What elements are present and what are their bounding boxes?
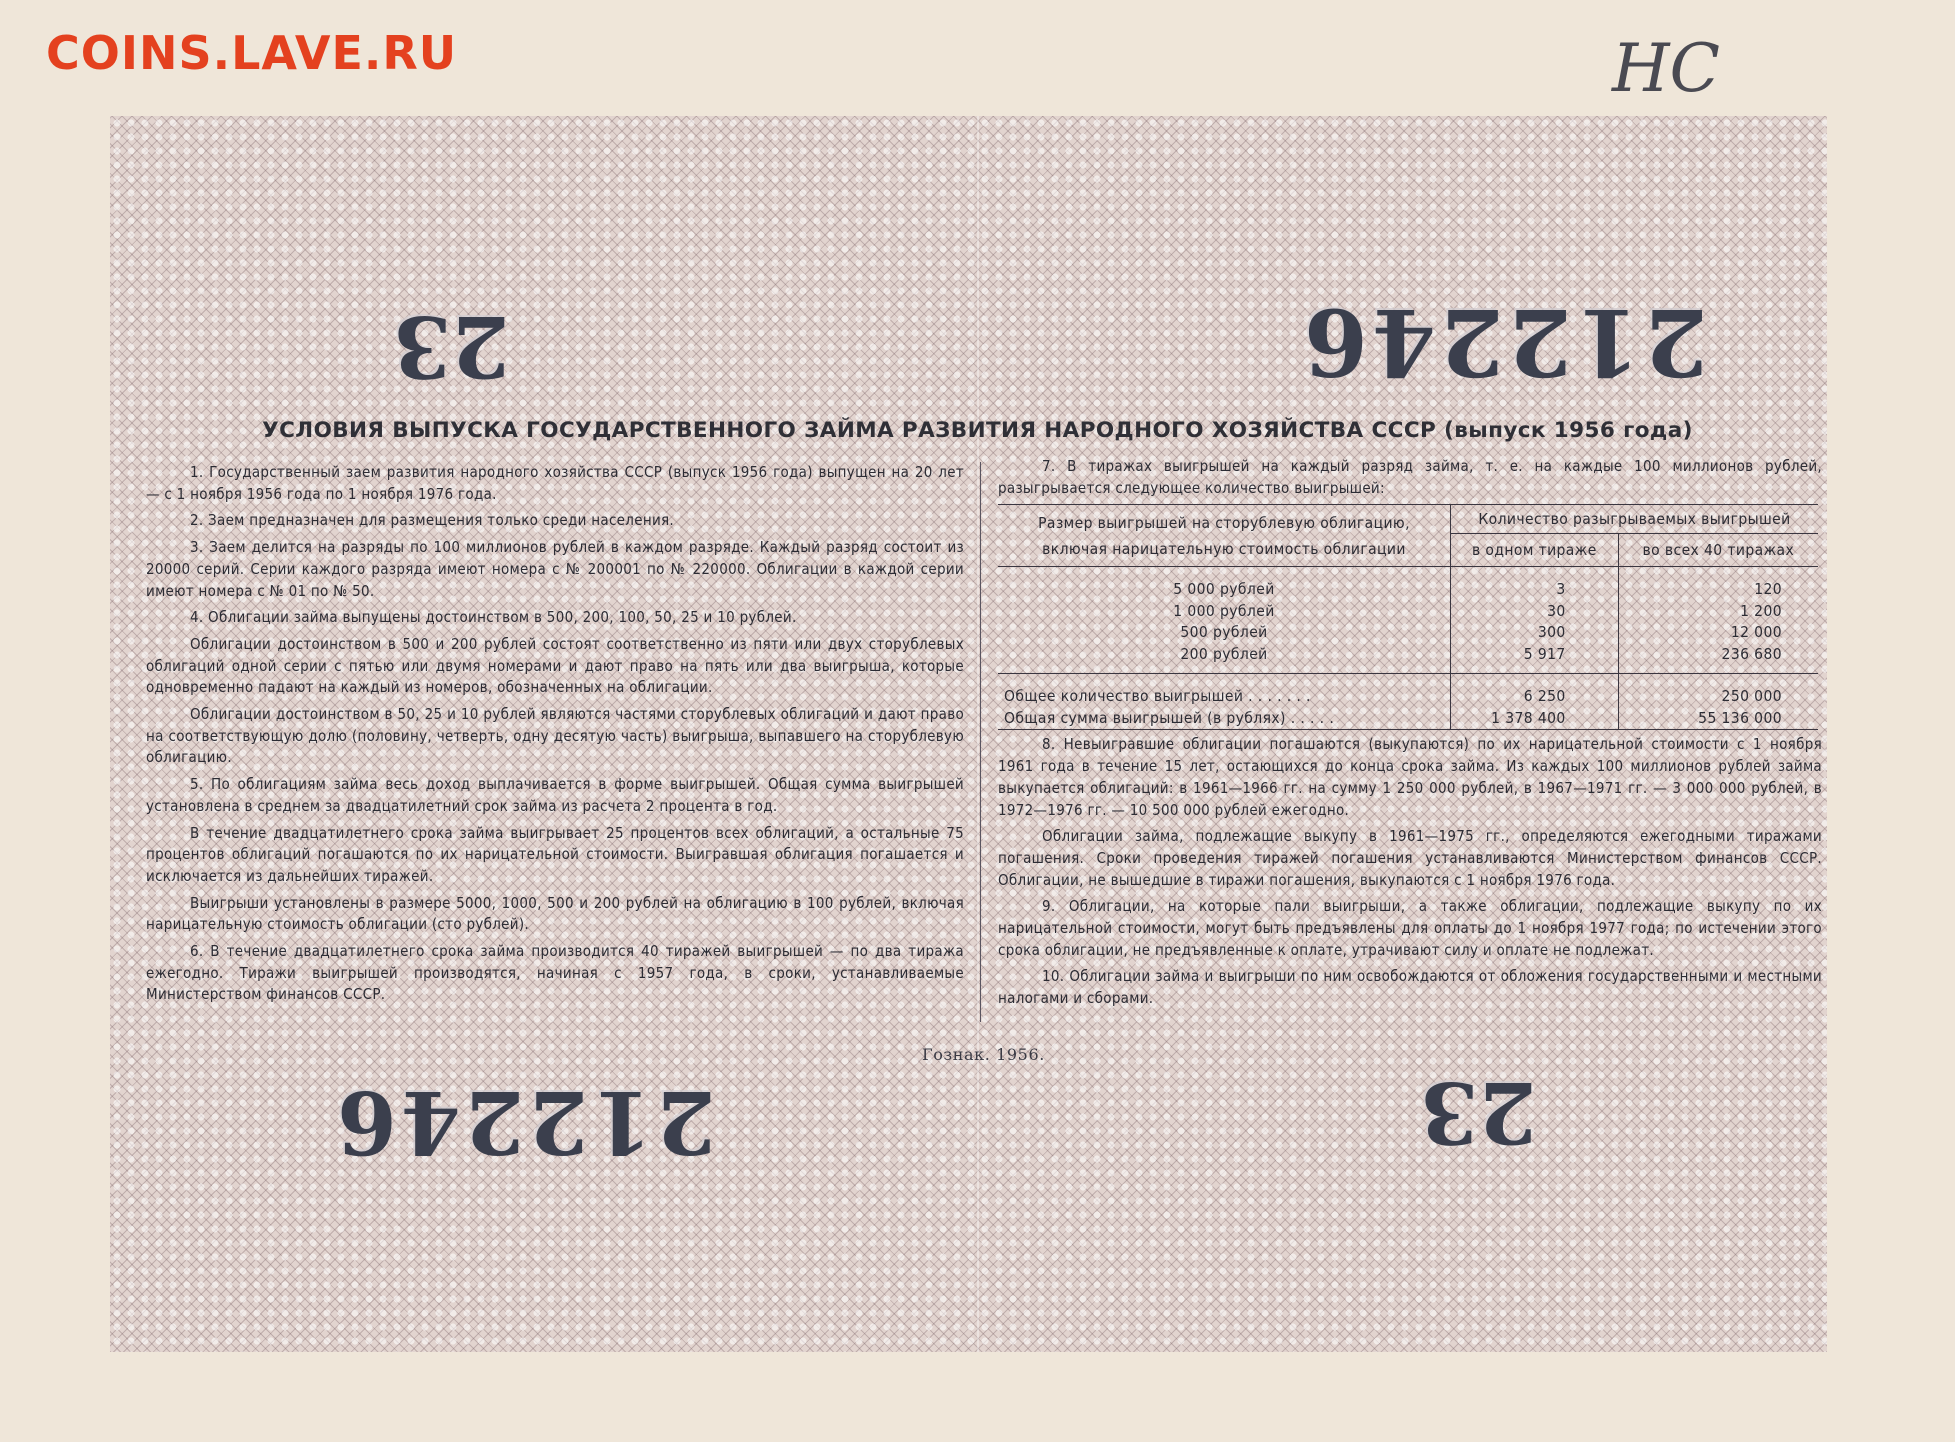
total-sum-label: Общая сумма выигрышей (в рублях) . . . . . xyxy=(998,708,1451,730)
per-draw-cell: 3 xyxy=(1451,567,1619,601)
table-row xyxy=(998,622,1818,644)
clause-8-redemption-draws: Облигации займа, подлежащие выкупу в 1961—1975 гг., определяются ежегодными тиражами погашения. Сроки проведения тиражей погашения устанавливаются Министерством финансов СССР. Облигации, не вышедшие в тиражи погашения, выкупаются с 1 ноября 1976 года. xyxy=(998,827,1822,889)
column-divider xyxy=(980,462,981,1022)
total-count-per-draw: 6 250 xyxy=(1451,686,1619,708)
clause-1: 1. Государственный заем развития народного хозяйства СССР (выпуск 1956 года) выпущен на 20 лет — с 1 ноября 1956 года по 1 ноября 1976 года. xyxy=(146,463,964,503)
total-sum-all-draws: 55 136 000 xyxy=(1618,708,1818,730)
all-draws-cell: 12 000 xyxy=(1730,623,1782,642)
prize-table xyxy=(998,504,1818,730)
clause-9: 9. Облигации, на которые пали выигрыши, а также облигации, подлежащие выкупу по их нарицательной стоимости, могут быть предъявлены для оплаты до 1 ноября 1977 года; по истечении этого срока облигации, не предъявленные к оплате, утрачивают силу и оплате не подлежат. xyxy=(998,897,1822,959)
table-row xyxy=(998,601,1818,623)
table-row xyxy=(998,567,1818,601)
conditions-right-column xyxy=(998,456,1822,1015)
per-draw-header: в одном тираже xyxy=(1451,534,1619,567)
clause-4: 4. Облигации займа выпущены достоинством в 500, 200, 100, 50, 25 и 10 рублей. xyxy=(190,608,797,627)
clause-7: 7. В тиражах выигрышей на каждый разряд займа, т. е. на каждые 100 миллионов рублей, разыгрывается следующее количество выигрышей: xyxy=(998,457,1822,497)
fold-crease xyxy=(977,116,979,1352)
prize-size-header: Размер выигрышей на сторублевую облигацию, включая нарицательную стоимость облигации xyxy=(998,505,1451,567)
handwritten-mark: НС xyxy=(1612,30,1721,107)
all-draws-cell: 236 680 xyxy=(1721,644,1782,663)
clause-4-denominations-500-200: Облигации достоинством в 500 и 200 рублей состоят соответственно из пяти или двух сторублевых облигаций одной серии с пятью или двумя номерами и дают право на пять или два выигрыша, которые одновременно падают на каждый из номеров, обозначенных на облигации. xyxy=(146,634,964,697)
prize-size-cell: 500 рублей xyxy=(998,622,1451,644)
bond-number-bottom-left: 212246 xyxy=(333,1071,717,1172)
prize-size-cell: 200 рублей xyxy=(998,644,1451,666)
clause-5: 5. По облигациям займа весь доход выплачивается в форме выигрышей. Общая сумма выигрышей установлена в среднем за двадцатилетний срок займа из расчета 2 процента в год. xyxy=(146,775,964,815)
prize-size-cell: 1 000 рублей xyxy=(998,601,1451,623)
total-sum-per-draw: 1 378 400 xyxy=(1451,708,1619,730)
total-count-label: Общее количество выигрышей . . . . . . . xyxy=(998,686,1451,708)
clause-4-denominations-50-25-10: Облигации достоинством в 50, 25 и 10 рублей являются частями сторублевых облигаций и дают право на соответствующую долю (половину, четверть, одну десятую часть) выигрыша, выпавшего на сторублевую облигацию. xyxy=(146,705,964,767)
table-row-total-count xyxy=(998,686,1818,708)
clause-6: 6. В течение двадцатилетнего срока займа производится 40 тиражей выигрышей — по два тиража ежегодно. Тиражи выигрышей производятся, начиная с 1957 года, в сроки, устанавливаемые Министерством финансов СССР. xyxy=(146,942,964,1004)
per-draw-cell: 30 xyxy=(1451,601,1619,623)
site-watermark: COINS.LAVE.RU xyxy=(46,26,458,80)
per-draw-cell: 300 xyxy=(1451,622,1619,644)
all-draws-cell: 120 xyxy=(1754,580,1782,599)
clause-8: 8. Невыигравшие облигации погашаются (выкупаются) по их нарицательной стоимости с 1 ноября 1961 года в течение 15 лет, остающихся до конца срока займа. Из каждых 100 миллионов рублей займа выкупается облигаций: в 1961—1966 гг. на сумму 1 250 000 рублей, в 1967—1971 гг. — 3 000 000 рублей, в 1972—1976 гг. — 10 500 000 рублей ежегодно. xyxy=(998,735,1822,819)
all-draws-cell: 1 200 xyxy=(1740,601,1782,620)
clause-5-winning-share: В течение двадцатилетнего срока займа выигрывает 25 процентов всех облигаций, а остальные 75 процентов облигаций погашаются по их нарицательной стоимости. Выигравшая облигация погашается и исключается из дальнейших тиражей. xyxy=(146,823,964,885)
clause-3: 3. Заем делится на разряды по 100 миллионов рублей в каждом разряде. Каждый разряд состоит из 20000 серий. Серии каждого разряда имеют номера с № 200001 по № 220000. Облигации в каждой серии имеют номера с № 01 по № 50. xyxy=(146,538,964,600)
clause-10: 10. Облигации займа и выигрыши по ним освобождаются от обложения государственными и местными налогами и сборами. xyxy=(998,967,1822,1008)
table-gap xyxy=(998,674,1818,687)
prize-count-header: Количество разыгрываемых выигрышей xyxy=(1451,505,1819,534)
bond-number-top-right: 212246 xyxy=(1300,288,1709,396)
series-number-top-left: 23 xyxy=(393,297,510,396)
series-number-bottom-right: 23 xyxy=(1420,1063,1537,1162)
table-row xyxy=(998,644,1818,666)
printer-mark: Гознак. 1956. xyxy=(922,1045,1045,1064)
table-separator xyxy=(998,665,1818,674)
conditions-left-column xyxy=(146,462,964,1011)
total-count-all-draws: 250 000 xyxy=(1721,687,1782,706)
clause-2: 2. Заем предназначен для размещения только среди населения. xyxy=(190,511,675,530)
table-row-total-sum xyxy=(998,708,1818,730)
clause-5-prize-amounts: Выигрыши установлены в размере 5000, 1000, 500 и 200 рублей на облигацию в 100 рублей, включая нарицательную стоимость облигации (сто рублей). xyxy=(146,893,964,934)
conditions-title: УСЛОВИЯ ВЫПУСКА ГОСУДАРСТВЕННОГО ЗАЙМА РАЗВИТИЯ НАРОДНОГО ХОЗЯЙСТВА СССР (выпуск 1956 года) xyxy=(262,418,1693,443)
prize-size-cell: 5 000 рублей xyxy=(998,567,1451,601)
per-draw-cell: 5 917 xyxy=(1451,644,1619,666)
all-draws-header: во всех 40 тиражах xyxy=(1618,534,1818,567)
